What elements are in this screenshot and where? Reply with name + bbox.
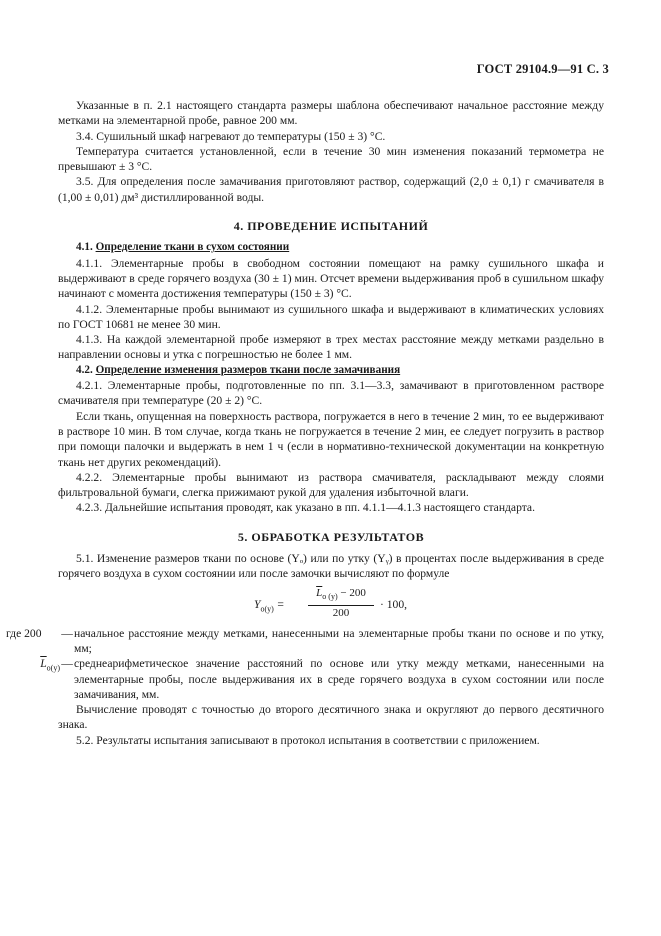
definition-dash: — [61,657,73,671]
section-heading: 5. ОБРАБОТКА РЕЗУЛЬТАТОВ [237,529,425,544]
paragraph: 4.1.2. Элементарные пробы вынимают из сушильного шкафа и выдерживают в климатических условиях по ГОСТ 10681 не менее 30 мин. [58,302,604,331]
subsection-heading [58,240,604,255]
definition-dash: — [61,626,73,640]
definition-term: где 200 [6,626,42,640]
subsection-number: 4.1. [76,241,96,254]
formula [58,586,604,624]
formula-rhs: · 100, [380,597,408,611]
definition-term: $\overline{L}_{o(y)}$ [40,657,60,673]
definition-row [6,656,604,702]
formula-lhs: $Y_{o(y)}$ = [254,597,285,613]
paragraph: Вычисление проводят с точностью до второго десятичного знака и округляют до первого десятичного знака. [58,703,604,732]
paragraph: 4.2.3. Дальнейшие испытания проводят, как указано в пп. 4.1.1—4.1.3 настоящего стандарта. [76,501,535,515]
paragraph: Указанные в п. 2.1 настоящего стандарта размеры шаблона обеспечивают начальное расстояние между метками на элементарной пробе, равное 200 мм. [58,99,604,128]
subsection-heading [58,363,604,378]
subsection-number: 4.2. [76,363,96,376]
paragraph: 5.2. Результаты испытания записывают в протокол испытания в соответствии с приложением. [76,733,540,747]
definition-text: среднеарифметическое значение расстояний по основе или утку между метками, нанесенными на элементарные пробы, после выдерживания их в среде горячего воздуха в сухом состоянии или после замачивания, мм. [74,657,604,701]
page-header: ГОСТ 29104.9—91 С. 3 [476,62,609,76]
paragraph: 4.2.1. Элементарные пробы, подготовленные по пп. 3.1—3.3, замачивают в приготовленном растворе смачивателя при температуре (20 ± 2) °С. [58,379,604,408]
definition-row [6,626,604,657]
formula-denominator: 200 [332,607,350,620]
subsection-title: Определение изменения размеров ткани после замачивания [95,363,401,376]
paragraph: 3.4. Сушильный шкаф нагревают до температуры (150 ± 3) °С. [76,129,386,143]
paragraph: 4.1.3. На каждой элементарной пробе измеряют в трех местах расстояние между метками раздельно в направлении основы и утка с погрешностью не более 1 мм. [58,333,604,362]
paragraph: Если ткань, опущенная на поверхность раствора, погружается в него в течение 2 мин, то ее выдерживают в растворе 10 мин. В том случае, когда ткань не погружается в течение 2 мин, ее следует погрузить в раствор при помощи палочки и выдержать в нем 1 ч (если в нормативно-технической документации на конкретную ткань нет других рекомендаций). [58,409,604,469]
paragraph: 5.1. Изменение размеров ткани по основе (Yₒ) или по утку (Yᵧ) в процентах после выдерживания в среде горячего воздуха в сухом состоянии или после замочки вычисляют по формуле [58,552,604,581]
document-body [6,98,604,748]
subsection-title: Определение ткани в сухом состоянии [95,241,290,254]
formula-numerator: $\overline{L}_{o (y)} - 200$ [308,586,374,606]
paragraph: 3.5. Для определения после замачивания приготовляют раствор, содержащий (2,0 ± 0,1) г смачивателя в (1,00 ± 0,01) дм³ дистиллированной воды. [58,175,604,204]
paragraph: Температура считается установленной, если в течение 30 мин изменения показаний термометра не превышают ± 3 °С. [58,144,604,174]
paragraph: 4.2.2. Элементарные пробы вынимают из раствора смачивателя, раскладывают между слоями фильтровальной бумаги, слегка прижимают рукой для удаления избыточной влаги. [58,470,604,500]
section-heading: 4. ПРОВЕДЕНИЕ ИСПЫТАНИЙ [233,219,429,234]
paragraph: 4.1.1. Элементарные пробы в свободном состоянии помещают на рамку сушильного шкафа и выдерживают в среде горячего воздуха (30 ± 1) мин. Отсчет времени выдерживания проб в сушильном шкафу начинают с момента достижения температуры (150 ± 3) °С. [58,256,604,301]
definition-text: начальное расстояние между метками, нанесенными на элементарные пробы ткани по основе и по утку, мм; [74,626,604,655]
formula-fraction [308,586,374,622]
